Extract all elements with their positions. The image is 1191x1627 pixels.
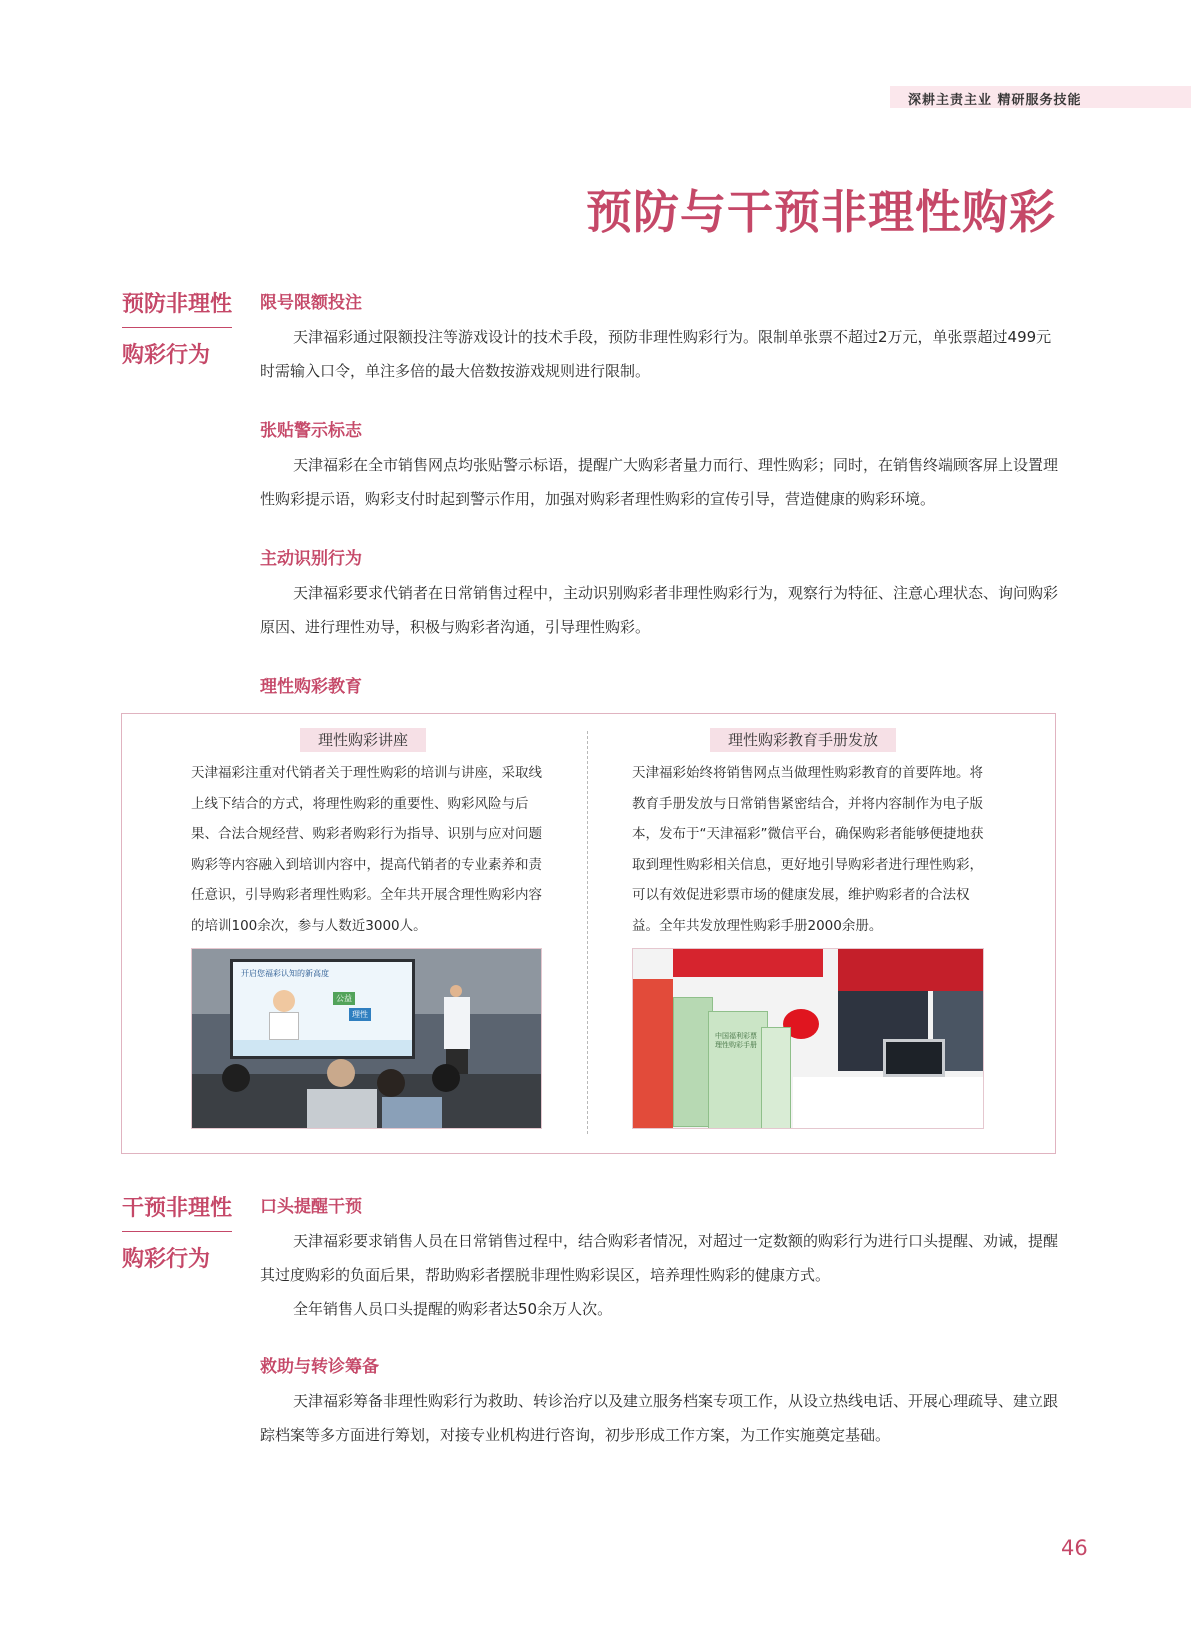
booklet-title: 中国福利彩票理性购彩手册	[715, 1032, 757, 1049]
slide-tag-public-welfare: 公益	[333, 992, 355, 1005]
red-display-stand	[633, 979, 673, 1129]
slide-tag-rational: 理性	[349, 1008, 371, 1021]
paragraph-assistance-referral: 天津福彩筹备非理性购彩行为救助、转诊治疗以及建立服务档案专项工作，从设立热线电话、开展心理疏导、建立跟踪档案等多方面进行筹划，对接专业机构进行咨询，初步形成工作方案，为工作实施奠定基础。	[260, 1392, 1059, 1444]
subheading-warning-signs: 张贴警示标志	[260, 421, 362, 441]
audience-head	[222, 1064, 250, 1092]
slide-ground	[233, 1040, 412, 1056]
tag-handbook: 理性购彩教育手册发放	[710, 728, 896, 752]
red-signboard	[673, 949, 823, 977]
booklet	[761, 1027, 791, 1129]
section-prevent-heading	[122, 287, 234, 369]
paragraph-lecture: 天津福彩注重对代销者关于理性购彩的培训与讲座，采取线上线下结合的方式，将理性购彩的重要性、购彩风险与后果、合法合规经营、购彩者购彩行为指导、识别与应对问题购彩等内容融入到培训内容中，提高代销者的专业素养和责任意识，引导购彩者理性购彩。全年共开展含理性购彩内容的培训100余次，参与人数近3000人。	[191, 765, 542, 934]
running-header-title: 深耕主责主业 精研服务技能	[908, 93, 1082, 108]
booklet	[673, 997, 713, 1127]
education-panel-divider	[587, 731, 588, 1134]
section-heading-line2: 购彩行为	[122, 343, 211, 368]
audience-head	[432, 1064, 460, 1092]
tag-lecture: 理性购彩讲座	[300, 728, 426, 752]
audience-head	[377, 1069, 405, 1097]
paragraph-warning-signs: 天津福彩在全市销售网点均张贴警示标语，提醒广大购彩者量力而行、理性购彩；同时，在销售终端顾客屏上设置理性购彩提示语，购彩支付时起到警示作用，加强对购彩者理性购彩的宣传引导，营造健康的购彩环境。	[260, 456, 1059, 508]
projector-screen	[230, 959, 415, 1059]
promo-banner	[838, 949, 984, 991]
section-heading-rule	[122, 1231, 232, 1232]
subheading-assistance-referral: 救助与转诊筹备	[260, 1357, 379, 1377]
subheading-active-identification: 主动识别行为	[260, 549, 362, 569]
sales-terminal	[883, 1039, 945, 1077]
handbook-display-photo	[632, 948, 984, 1129]
section-heading-line1: 预防非理性	[122, 292, 233, 317]
section-heading-line2: 购彩行为	[122, 1247, 211, 1272]
slide-title: 开启您福彩认知的新高度	[241, 969, 329, 978]
subheading-rational-education: 理性购彩教育	[260, 677, 362, 697]
cartoon-head	[273, 990, 295, 1012]
speaker-shirt	[444, 997, 470, 1049]
paragraph-handbook: 天津福彩始终将销售网点当做理性购彩教育的首要阵地。将教育手册发放与日常销售紧密结合，并将内容制作为电子版本，发布于“天津福彩”微信平台，确保购彩者能够便捷地获取到理性购彩相关信息，更好地引导购彩者进行理性购彩，可以有效促进彩票市场的健康发展，维护购彩者的合法权益。全年共发放理性购彩手册2000余册。	[632, 765, 984, 934]
section-intervene-heading	[122, 1191, 234, 1273]
subheading-verbal-reminder: 口头提醒干预	[260, 1197, 362, 1217]
page-title: 预防与干预非理性购彩	[586, 185, 1056, 239]
subheading-quota-betting: 限号限额投注	[260, 293, 362, 313]
page-number: 46	[1061, 1536, 1088, 1560]
audience-shirt	[307, 1089, 377, 1129]
lecture-photo	[191, 948, 542, 1129]
paragraph-verbal-reminder-total: 全年销售人员口头提醒的购彩者达50余万人次。	[293, 1300, 613, 1318]
speaker-head	[450, 985, 462, 997]
audience-shirt	[382, 1097, 442, 1129]
booklet	[708, 1011, 768, 1129]
section-heading-rule	[122, 327, 232, 328]
paragraph-quota-betting: 天津福彩通过限额投注等游戏设计的技术手段，预防非理性购彩行为。限制单张票不超过2万元，单张票超过499元时需输入口令，单注多倍的最大倍数按游戏规则进行限制。	[260, 328, 1052, 380]
cartoon-body	[269, 1012, 299, 1040]
section-heading-line1: 干预非理性	[122, 1196, 233, 1221]
paragraph-active-identification: 天津福彩要求代销者在日常销售过程中，主动识别购彩者非理性购彩行为，观察行为特征、注意心理状态、询问购彩原因、进行理性劝导，积极与购彩者沟通，引导理性购彩。	[260, 584, 1059, 636]
paragraph-verbal-reminder: 天津福彩要求销售人员在日常销售过程中，结合购彩者情况，对超过一定数额的购彩行为进行口头提醒、劝诫，提醒其过度购彩的负面后果，帮助购彩者摆脱非理性购彩误区，培养理性购彩的健康方式。	[260, 1232, 1059, 1284]
audience-head	[327, 1059, 355, 1087]
service-counter	[793, 1077, 984, 1129]
